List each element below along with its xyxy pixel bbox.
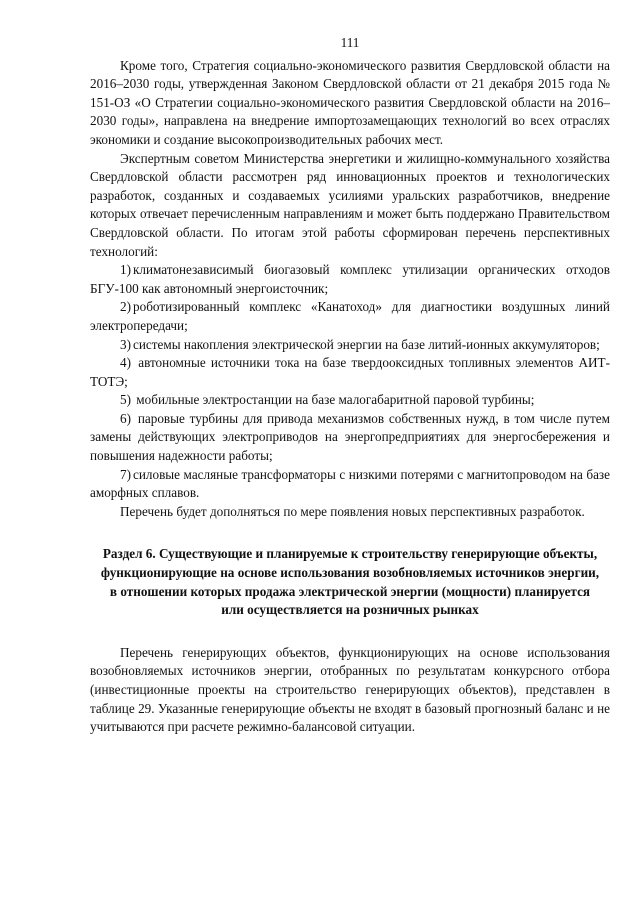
- list-item-number: 4): [120, 355, 131, 371]
- list-item-text: паровые турбины для привода механизмов собственных нужд, в том числе путем замены действующих электроприводов на энергопредприятиях для энергосбережения и повышения надежности работы;: [90, 410, 610, 464]
- section-paragraph: Перечень генерирующих объектов, функционирующих на основе использования возобновляемых источников энергии, отобранных по результатам конкурсного отбора (инвестиционные проекты на строительство генерирующих объектов), представлен в таблице 29. Указанные генерирующие объекты не входят в базовый прогнозный баланс и не учитываются при расчете режимно-балансовой ситуации.: [90, 644, 610, 735]
- list-item: [90, 354, 610, 391]
- list-item-text: системы накопления электрической энергии на базе литий-ионных аккумуляторов;: [133, 336, 600, 352]
- list-item-text: силовые масляные трансформаторы с низкими потерями с магнитопроводом на базе аморфных сплавов.: [90, 466, 610, 501]
- list-item-text: мобильные электростанции на базе малогабаритной паровой турбины;: [136, 392, 535, 408]
- intro-paragraph-strategy: Кроме того, Стратегия социально-экономического развития Свердловской области на 2016–2030 годы, утвержденная Законом Свердловской области от 21 декабря 2015 года № 151-ОЗ «О Стратегии социально-экономического развития Свердловской области на 2016–2030 годы», направлена на внедрение импортозамещающих технологий во всех отраслях экономики и создание высокопроизводительных рабочих мест.: [90, 57, 610, 147]
- page-number: 111: [340, 35, 360, 50]
- list-item-number: 2): [120, 299, 131, 315]
- intro-paragraph-expert-council: Экспертным советом Министерства энергетики и жилищно-коммунального хозяйства Свердловской области рассмотрен ряд инновационных проектов и технологических разработок, созданных и создаваемых усилиями уральских разработчиков, внедрение которых отвечает перечисленным направлениям и может быть поддержано Правительством Свердловской области. По итогам этой работы сформирован перечень перспективных технологий:: [90, 150, 610, 259]
- list-item-number: 3): [120, 336, 131, 352]
- document-page: [90, 34, 610, 737]
- list-item: [90, 298, 610, 335]
- list-item-number: 7): [120, 466, 131, 482]
- list-item-text: климатонезависимый биогазовый комплекс утилизации органических отходов БГУ-100 как автономный энергоисточник;: [90, 262, 610, 296]
- closing-paragraph: Перечень будет дополняться по мере появления новых перспективных разработок.: [120, 503, 585, 519]
- list-item: [90, 261, 610, 298]
- list-item-number: 1): [120, 262, 131, 278]
- list-item: [90, 391, 610, 410]
- list-item-text: автономные источники тока на базе твердооксидных топливных элементов АИТ-ТОТЭ;: [90, 355, 611, 389]
- list-item: [90, 410, 610, 466]
- list-item-number: 6): [120, 410, 131, 426]
- section-heading: Раздел 6. Существующие и планируемые к строительству генерирующие объекты, функционирующие на основе использования возобновляемых источников энергии, в отношении которых продажа электрической энергии (мощности) планируется или осуществляется на розничных рынках: [100, 546, 600, 618]
- list-item: [90, 336, 610, 355]
- list-item-text: роботизированный комплекс «Канатоход» для диагностики воздушных линий электропередачи;: [90, 299, 610, 333]
- list-item-number: 5): [120, 392, 131, 408]
- technology-list: [90, 261, 610, 503]
- list-item: [90, 466, 610, 503]
